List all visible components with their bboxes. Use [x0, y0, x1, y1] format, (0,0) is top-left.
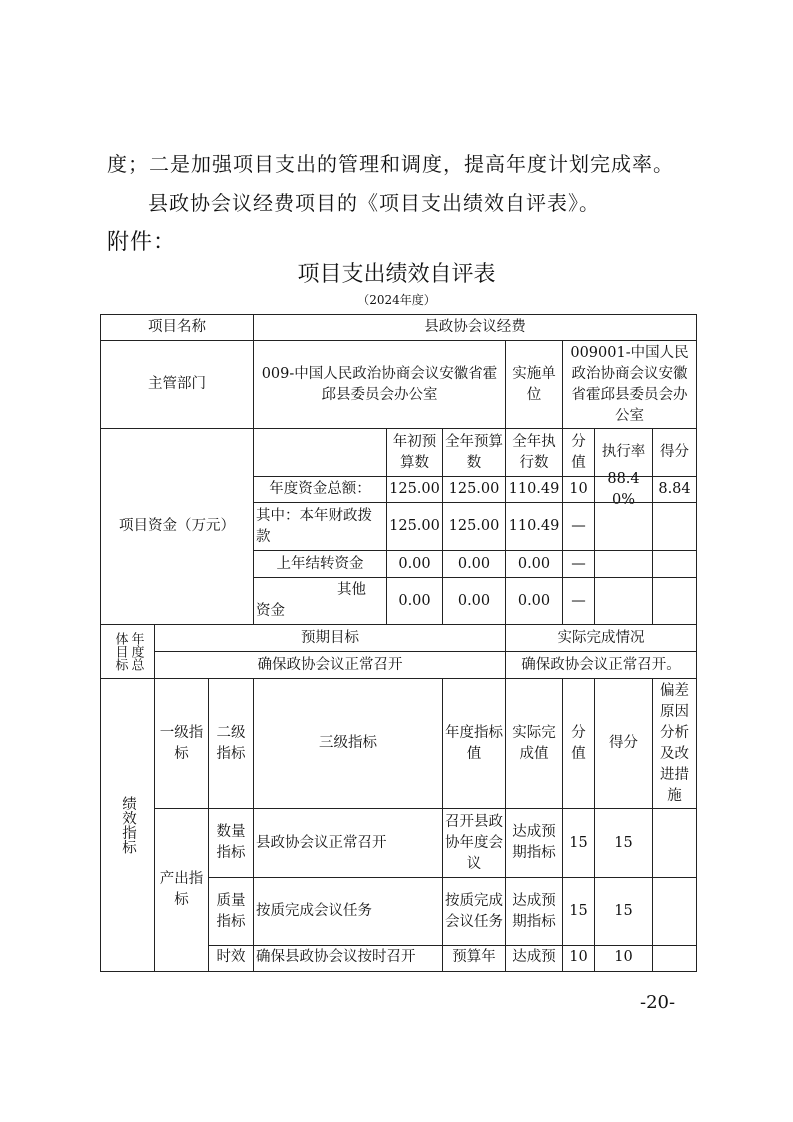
- indicator-header-text: 一级指标: [159, 724, 204, 762]
- funds-cell-text: 110.49: [508, 481, 560, 497]
- goal-actual: [505, 651, 697, 679]
- indicator-got: [594, 808, 653, 878]
- indicator-score-text: 15: [569, 834, 588, 851]
- goal-actual-label-text: 实际完成情况: [557, 629, 645, 646]
- page-number: -20-: [640, 992, 676, 1013]
- funds-header-text: 全年预算数: [445, 433, 503, 471]
- indicator-target-text: 召开县政协年度会议: [445, 813, 503, 872]
- dept-label: [100, 340, 254, 429]
- indicator-score-text: 15: [569, 903, 588, 919]
- goal-actual-text: 确保政协会议正常召开。: [521, 656, 681, 673]
- project-name-label: [100, 314, 254, 341]
- indicator-header: [594, 678, 653, 809]
- funds-cell: [386, 577, 443, 625]
- funds-cell-text: 125.00: [389, 518, 440, 534]
- funds-cell: [562, 577, 595, 625]
- funds-cell-text: 0.00: [457, 592, 491, 609]
- impl-label-text: 实施单位: [512, 365, 556, 403]
- indicator-level3-text: 确保县政协会议按时召开: [256, 949, 416, 965]
- goal-expected-label-text: 预期目标: [301, 629, 359, 646]
- indicator-actual-text: 达成预期指标: [512, 892, 556, 930]
- table-year: （2024年度）: [357, 293, 436, 307]
- goal-expected-text: 确保政协会议正常召开: [257, 656, 403, 673]
- indicator-score: [562, 945, 595, 972]
- indicators-label: [100, 678, 155, 972]
- table-title: 项目支出绩效自评表: [297, 262, 496, 287]
- indicator-header-text: 分值: [571, 724, 586, 762]
- indicators-label-text: 绩效指标: [120, 796, 136, 854]
- funds-cell: [386, 550, 443, 578]
- funds-cell: [386, 476, 443, 503]
- funds-row-name: [253, 476, 387, 503]
- indicator-actual-text: 达成预期指标: [512, 824, 556, 861]
- dept-value: [253, 340, 506, 429]
- funds-header-text: 分值: [571, 433, 586, 471]
- impl-label: [505, 340, 563, 429]
- funds-cell-text: —: [571, 592, 586, 609]
- indicator-level3-text: 县政协会议正常召开: [256, 834, 387, 851]
- funds-cell: [594, 577, 653, 625]
- indicator-header-text: 偏差原因分析及改进措施: [660, 682, 689, 804]
- indicator-header: [154, 678, 209, 809]
- indicator-got: [594, 877, 653, 946]
- indicator-actual: [505, 877, 563, 946]
- indicator-level2: [208, 877, 254, 946]
- indicator-level3: [253, 877, 443, 946]
- indicator-level2-text: 时效: [216, 949, 246, 965]
- indicator-reason: [652, 877, 697, 946]
- project-name: [253, 314, 697, 341]
- funds-cell: [562, 550, 595, 578]
- indicator-got-text: 10: [614, 949, 633, 965]
- funds-cell: [505, 577, 563, 625]
- indicator-level2-text: 数量指标: [216, 824, 246, 861]
- funds-cell-text: 125.00: [448, 481, 500, 497]
- funds-header: [505, 428, 563, 477]
- funds-header: [562, 428, 595, 477]
- indicator-target: [442, 808, 506, 878]
- indicator-got-text: 15: [614, 834, 633, 851]
- funds-row-name-text: 上年结转资金: [276, 555, 364, 572]
- funds-cell: [505, 476, 563, 503]
- funds-cell: [505, 502, 563, 551]
- goal-label: [100, 624, 155, 679]
- funds-cell-text: —: [571, 555, 586, 572]
- indicator-score: [562, 877, 595, 946]
- funds-cell: [652, 577, 697, 625]
- funds-cell-text: 110.49: [508, 518, 560, 534]
- indicator-got-text: 15: [614, 903, 633, 919]
- indicator-score-text: 10: [569, 949, 588, 965]
- funds-cell: [652, 550, 697, 578]
- indicator-got: [594, 945, 653, 972]
- goal-expected-label: [154, 624, 506, 652]
- funds-header: [652, 428, 697, 477]
- funds-cell-text: 0.00: [517, 592, 551, 609]
- attachment-label: 附件：: [107, 230, 177, 255]
- funds-header-text: 执行率: [601, 444, 646, 460]
- indicator-actual: [505, 945, 563, 972]
- indicator-header-text: 二级指标: [216, 724, 246, 762]
- indicator-reason: [652, 945, 697, 972]
- funds-cell: [386, 502, 443, 551]
- project-name-text: 县政协会议经费: [424, 319, 526, 335]
- funds-label: [100, 428, 254, 625]
- funds-cell-text: 125.00: [448, 518, 500, 534]
- goal-actual-label: [505, 624, 697, 652]
- funds-cell-text: 125.00: [389, 481, 440, 497]
- indicator-actual-text: 达成预: [512, 949, 556, 965]
- indicator-header-text: 年度指标值: [445, 724, 503, 762]
- funds-cell-text: —: [571, 518, 586, 534]
- impl-value-text: 009001-中国人民政治协商会议安徽省霍邱县委员会办公室: [570, 344, 689, 424]
- indicator-header-text: 三级指标: [319, 735, 377, 751]
- indicator-target-text: 按质完成会议任务: [445, 892, 503, 930]
- funds-row-name-a: 其他: [337, 582, 366, 598]
- funds-header: [442, 428, 506, 477]
- goal-label-text: 年度总体目标: [112, 632, 144, 671]
- impl-value: [562, 340, 697, 429]
- funds-cell: [652, 502, 697, 551]
- funds-cell: [442, 577, 506, 625]
- funds-cell-text: 0.00: [457, 555, 491, 572]
- body-line-1: 度；二是加强项目支出的管理和调度，提高年度计划完成率。: [107, 152, 674, 176]
- indicator-header: [253, 678, 443, 809]
- funds-cell: [562, 502, 595, 551]
- indicator-header: [652, 678, 697, 809]
- project-name-label-text: 项目名称: [148, 319, 206, 335]
- body-line-2: 县政协会议经费项目的《项目支出绩效自评表》。: [148, 191, 600, 215]
- indicator-target-text: 预算年: [452, 949, 496, 965]
- dept-value-text: 009-中国人民政治协商会议安徽省霍邱县委员会办公室: [261, 365, 498, 403]
- funds-header: [386, 428, 443, 477]
- funds-row-name: [253, 550, 387, 578]
- indicator-header: [505, 678, 563, 809]
- indicator-target: [442, 877, 506, 946]
- indicator-level1-text: 产出指标: [159, 871, 204, 908]
- funds-cell: [442, 476, 506, 503]
- funds-cell: [562, 476, 595, 503]
- funds-header-blank: [253, 428, 387, 477]
- indicator-level3-text: 按质完成会议任务: [256, 903, 372, 919]
- funds-row-name: [253, 502, 387, 551]
- indicator-level2: [208, 945, 254, 972]
- indicator-reason: [652, 808, 697, 878]
- funds-cell-text: 0.00: [517, 555, 551, 572]
- funds-cell-text: 88.40%: [607, 470, 640, 508]
- indicator-level2: [208, 808, 254, 878]
- funds-row-name-text: 年度资金总额：: [269, 481, 371, 497]
- funds-header-text: 全年执行数: [512, 433, 556, 471]
- indicator-level3: [253, 808, 443, 878]
- funds-cell: [442, 502, 506, 551]
- funds-row-name-b: 资金: [256, 603, 285, 619]
- funds-label-text: 项目资金（万元）: [119, 518, 235, 534]
- indicator-header: [442, 678, 506, 809]
- indicator-actual: [505, 808, 563, 878]
- funds-header-text: 得分: [660, 444, 689, 460]
- funds-row-name: [253, 577, 387, 625]
- funds-cell: [594, 550, 653, 578]
- indicator-header: [562, 678, 595, 809]
- indicator-level1: [154, 808, 209, 972]
- funds-cell: [652, 476, 697, 503]
- funds-cell-text: 10: [569, 481, 588, 497]
- funds-row-name-text: 其中：本年财政拨款: [256, 507, 372, 545]
- funds-cell-text: 8.84: [658, 481, 691, 497]
- funds-cell: [442, 550, 506, 578]
- goal-expected: [154, 651, 506, 679]
- funds-cell: [594, 502, 653, 551]
- indicator-header: [208, 678, 254, 809]
- indicator-level3: [253, 945, 443, 972]
- funds-cell-text: 0.00: [398, 555, 431, 572]
- indicator-level2-text: 质量指标: [216, 892, 246, 930]
- funds-header-text: 年初预算数: [392, 433, 437, 471]
- indicator-header-text: 实际完成值: [512, 724, 556, 762]
- indicator-target: [442, 945, 506, 972]
- dept-label-text: 主管部门: [148, 376, 206, 392]
- funds-cell: [505, 550, 563, 578]
- indicator-score: [562, 808, 595, 878]
- funds-cell-text: 0.00: [398, 592, 431, 609]
- indicator-header-text: 得分: [609, 735, 638, 751]
- funds-cell: [594, 470, 653, 508]
